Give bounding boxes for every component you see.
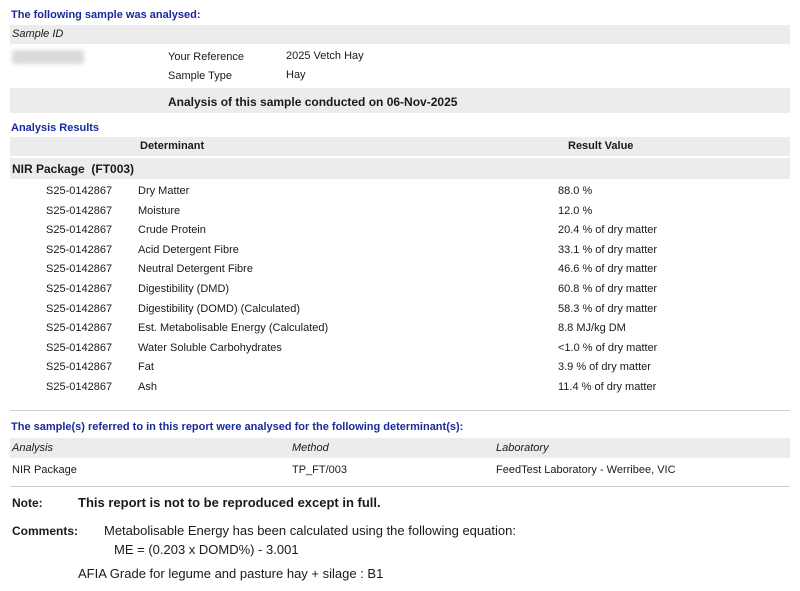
sample-id-cell: S25-0142867 — [46, 322, 113, 334]
result-value-cell: 11.4 % of dry matter — [558, 381, 657, 393]
determinant-cell: Neutral Detergent Fibre — [138, 263, 253, 275]
sample-id-cell: S25-0142867 — [46, 205, 113, 217]
col-analysis: Analysis — [12, 442, 53, 454]
determinants-title: The sample(s) referred to in this report were analysed for the following determinant(s): — [11, 421, 464, 433]
col-result-value: Result Value — [568, 140, 634, 152]
sample-id-cell: S25-0142867 — [46, 361, 113, 373]
method-value: TP_FT/003 — [292, 464, 348, 476]
sample-type-label: Sample Type — [168, 70, 233, 82]
your-reference-label: Your Reference — [168, 51, 245, 63]
table-row — [0, 361, 800, 380]
result-value-cell: 20.4 % of dry matter — [558, 224, 658, 236]
sample-id-cell: S25-0142867 — [46, 303, 113, 315]
equation-text: ME = (0.203 x DOMD%) - 3.001 — [114, 542, 299, 557]
result-value-cell: <1.0 % of dry matter — [558, 342, 658, 354]
laboratory-value: FeedTest Laboratory - Werribee, VIC — [496, 464, 676, 476]
sample-analysed-title: The following sample was analysed: — [11, 9, 201, 21]
determinant-cell: Crude Protein — [138, 224, 206, 236]
result-value-cell: 33.1 % of dry matter — [558, 244, 658, 256]
sample-id-cell: S25-0142867 — [46, 283, 113, 295]
sample-id-cell: S25-0142867 — [46, 185, 113, 197]
col-laboratory: Laboratory — [496, 442, 549, 454]
table-row — [0, 224, 800, 243]
redacted-sample-id — [12, 50, 84, 64]
sample-id-cell: S25-0142867 — [46, 342, 113, 354]
table-row — [0, 322, 800, 341]
result-value-cell: 12.0 % — [558, 205, 593, 217]
result-value-cell: 8.8 MJ/kg DM — [558, 322, 626, 334]
determinant-cell: Dry Matter — [138, 185, 190, 197]
determinant-cell: Est. Metabolisable Energy (Calculated) — [138, 322, 329, 334]
table-row — [0, 205, 800, 224]
table-row — [0, 263, 800, 282]
results-header-band — [10, 137, 790, 156]
sample-id-label: Sample ID — [12, 28, 64, 40]
table-row — [0, 381, 800, 400]
result-value-cell: 88.0 % — [558, 185, 593, 197]
table-row — [0, 303, 800, 322]
determinant-cell: Ash — [138, 381, 157, 393]
result-value-cell: 60.8 % of dry matter — [558, 283, 658, 295]
table-row — [0, 185, 800, 204]
table-row — [0, 283, 800, 302]
comments-text: Metabolisable Energy has been calculated using the following equation: — [104, 523, 516, 538]
result-value-cell: 58.3 % of dry matter — [558, 303, 658, 315]
analysis-results-title: Analysis Results — [11, 122, 100, 134]
determinant-cell: Water Soluble Carbohydrates — [138, 342, 282, 354]
analysis-value: NIR Package — [12, 464, 77, 476]
sample-id-cell: S25-0142867 — [46, 381, 113, 393]
result-value-cell: 3.9 % of dry matter — [558, 361, 651, 373]
determinant-cell: Digestibility (DMD) — [138, 283, 230, 295]
table-row — [0, 342, 800, 361]
result-value-cell: 46.6 % of dry matter — [558, 263, 658, 275]
col-method: Method — [292, 442, 329, 454]
note-label: Note: — [12, 496, 43, 510]
afia-grade-text: AFIA Grade for legume and pasture hay + silage : B1 — [78, 566, 384, 581]
divider — [10, 486, 790, 487]
table-row — [0, 244, 800, 263]
determinant-cell: Fat — [138, 361, 154, 373]
sample-id-cell: S25-0142867 — [46, 244, 113, 256]
determinant-cell: Moisture — [138, 205, 181, 217]
sample-id-cell: S25-0142867 — [46, 263, 113, 275]
package-title: NIR Package (FT003) — [12, 162, 135, 176]
sample-type-value: Hay — [286, 69, 306, 81]
your-reference-value: 2025 Vetch Hay — [286, 50, 364, 62]
note-text: This report is not to be reproduced except in full. — [78, 495, 381, 510]
sample-id-band — [10, 25, 790, 44]
determinant-cell: Digestibility (DOMD) (Calculated) — [138, 303, 300, 315]
col-determinant: Determinant — [140, 140, 205, 152]
divider — [10, 410, 790, 411]
determinant-cell: Acid Detergent Fibre — [138, 244, 239, 256]
analysis-conducted-text: Analysis of this sample conducted on 06-Nov-2025 — [168, 95, 458, 109]
comments-label: Comments: — [12, 524, 79, 538]
determinants-header-band — [10, 438, 790, 458]
sample-id-cell: S25-0142867 — [46, 224, 113, 236]
